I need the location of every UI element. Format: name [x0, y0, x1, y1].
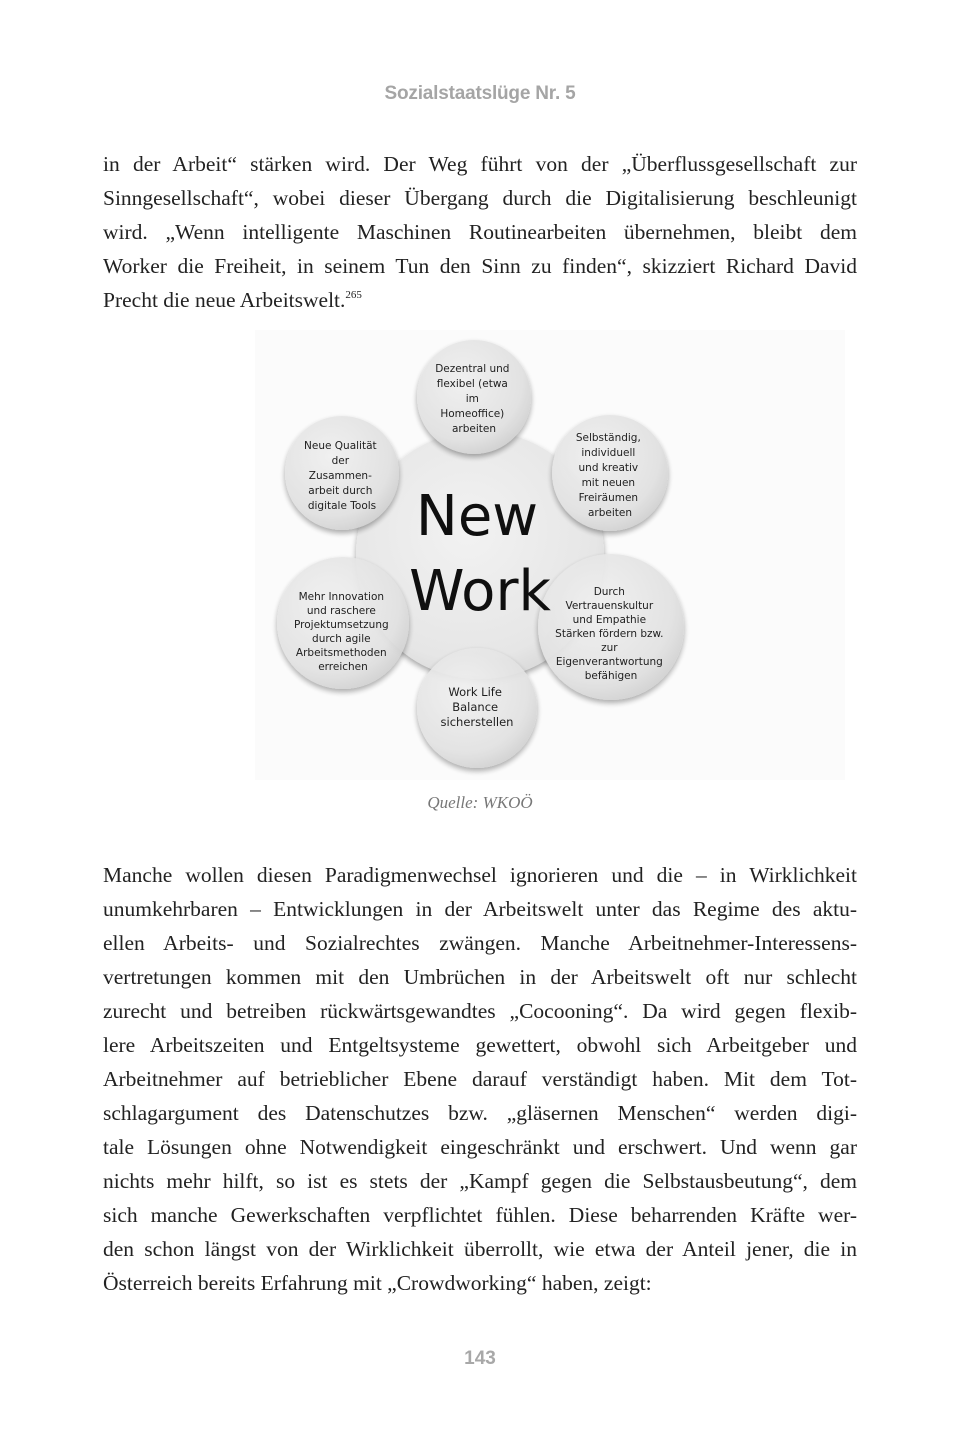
- bubble-top: [417, 340, 531, 454]
- running-head: Sozialstaatslüge Nr. 5: [384, 83, 576, 104]
- text-line: schlagargument des Datenschutzes bzw. „gläsernen Menschen“ werden digi-: [103, 1101, 857, 1125]
- text-line: vertretungen kommen mit den Umbrüchen in der Arbeitswelt oft nur schlecht: [103, 965, 857, 989]
- bubble-bottom: [417, 648, 537, 768]
- text-line: Österreich bereits Erfahrung mit „Crowdworking“ haben, zeigt:: [103, 1271, 652, 1295]
- text-line: Sinngesellschaft“, wobei dieser Übergang durch die Digitalisierung beschleunigt: [103, 186, 857, 210]
- center-word-new: New: [415, 484, 539, 549]
- text-line: Worker die Freiheit, in seinem Tun den Sinn zu finden“, skizziert Richard David: [103, 254, 857, 278]
- bubble-text-line: Arbeitsmethoden: [295, 647, 387, 659]
- paragraph-2: [103, 858, 857, 1300]
- bubble-text-line: und Empathie: [572, 614, 647, 626]
- bubble-text-line: Dezentral und: [435, 363, 510, 375]
- bubble-text-line: arbeiten: [587, 507, 633, 519]
- footnote-reference[interactable]: 265: [345, 289, 362, 301]
- bubble-text-line: und raschere: [306, 605, 376, 617]
- bubble-text-line: erreichen: [318, 661, 368, 673]
- text-line: Manche wollen diesen Paradigmenwechsel ignorieren und die – in Wirklichkeit: [103, 863, 857, 887]
- bubble-text-line: flexibel (etwa: [436, 378, 508, 390]
- text-line: den schon längst von der Wirklichkeit überrollt, wie etwa der Anteil jener, die in: [103, 1237, 857, 1261]
- text-line-content: Precht die neue Arbeitswelt.: [103, 288, 346, 312]
- center-word-work: Work: [409, 559, 551, 624]
- text-line: wird. „Wenn intelligente Maschinen Routinearbeiten übernehmen, bleibt dem: [103, 220, 857, 244]
- bubble-text-line: Selbständig,: [575, 432, 641, 444]
- bubble-text-line: Freiräumen: [578, 492, 639, 504]
- text-line: unumkehrbaren – Entwicklungen in der Arbeitswelt unter das Regime des aktu-: [103, 897, 857, 921]
- bubble-text-line: Eigenverantwortung: [555, 656, 663, 668]
- bubble-bottom-left: [277, 557, 409, 689]
- text-line: in der Arbeit“ stärken wird. Der Weg führt von der „Überflussgesellschaft zur: [103, 152, 857, 176]
- bubble-text-line: Durch: [593, 586, 625, 598]
- bubble-text-line: Vertrauenskultur: [565, 600, 654, 612]
- bubble-text-line: der: [331, 455, 350, 467]
- bubble-top-right: [552, 415, 668, 531]
- bubble-top-left: [285, 416, 399, 530]
- bubble-text-line: befähigen: [584, 670, 638, 682]
- svg-text:Neue Qualität der: [304, 440, 380, 512]
- bubble-text-line: sicherstellen: [440, 715, 514, 729]
- bubble-text-line: durch agile: [312, 633, 371, 645]
- text-line: zurecht und betreiben rückwärtsgewandtes „Cocooning“. Da wird gegen flexib-: [103, 999, 857, 1023]
- bubble-text-line: und kreativ: [578, 462, 639, 474]
- bubble-text-line: Stärken fördern bzw.: [555, 628, 664, 640]
- bubble-text-line: mit neuen: [581, 477, 636, 489]
- bubble-text-line: individuell: [581, 447, 636, 459]
- bubble-text-line: Balance: [452, 700, 499, 714]
- bubble-text-line: Neue Qualität: [304, 440, 377, 452]
- bubble-text-line: Work Life: [448, 685, 502, 699]
- page-number: 143: [464, 1348, 496, 1369]
- bubble-text-line: digitale Tools: [307, 500, 377, 512]
- bubble-text-line: Homeoffice): [440, 408, 505, 420]
- text-line: sich manche Gewerkschaften verpflichtet fühlen. Diese beharrenden Kräfte wer-: [103, 1203, 857, 1227]
- text-line: lere Arbeitszeiten und Entgeltsysteme gewettert, obwohl sich Arbeitgeber und: [103, 1033, 857, 1057]
- text-line: ellen Arbeits- und Sozialrechtes zwängen. Manche Arbeitnehmer-Interessens-: [103, 931, 857, 955]
- bubble-text-line: arbeit durch: [308, 485, 373, 497]
- text-line: tale Lösungen ohne Notwendigkeit eingeschränkt und erschwert. Und wenn gar: [103, 1135, 857, 1159]
- bubble-text-line: Projektumsetzung: [294, 619, 389, 631]
- bubble-text-line: Zusammen-: [308, 470, 372, 482]
- text-line: Arbeitnehmer auf betrieblicher Ebene darauf verständigt haben. Mit dem Tot-: [103, 1067, 857, 1091]
- bubble-text-line: Mehr Innovation: [298, 591, 385, 603]
- bubble-text-line: zur: [601, 642, 618, 654]
- bubble-text-line: im: [465, 393, 479, 405]
- text-line: [103, 283, 857, 317]
- new-work-diagram: [255, 330, 845, 780]
- bubble-bottom-right: [538, 554, 684, 700]
- paragraph-1: [103, 147, 857, 317]
- text-line: nichts mehr hilft, so ist es stets der „Kampf gegen die Selbstausbeutung“, dem: [103, 1169, 857, 1193]
- svg-text:Durch Vertrauenskultur: [555, 586, 667, 682]
- bubble-text-line: arbeiten: [451, 423, 497, 435]
- figure-caption: Quelle: WKOÖ: [427, 793, 533, 812]
